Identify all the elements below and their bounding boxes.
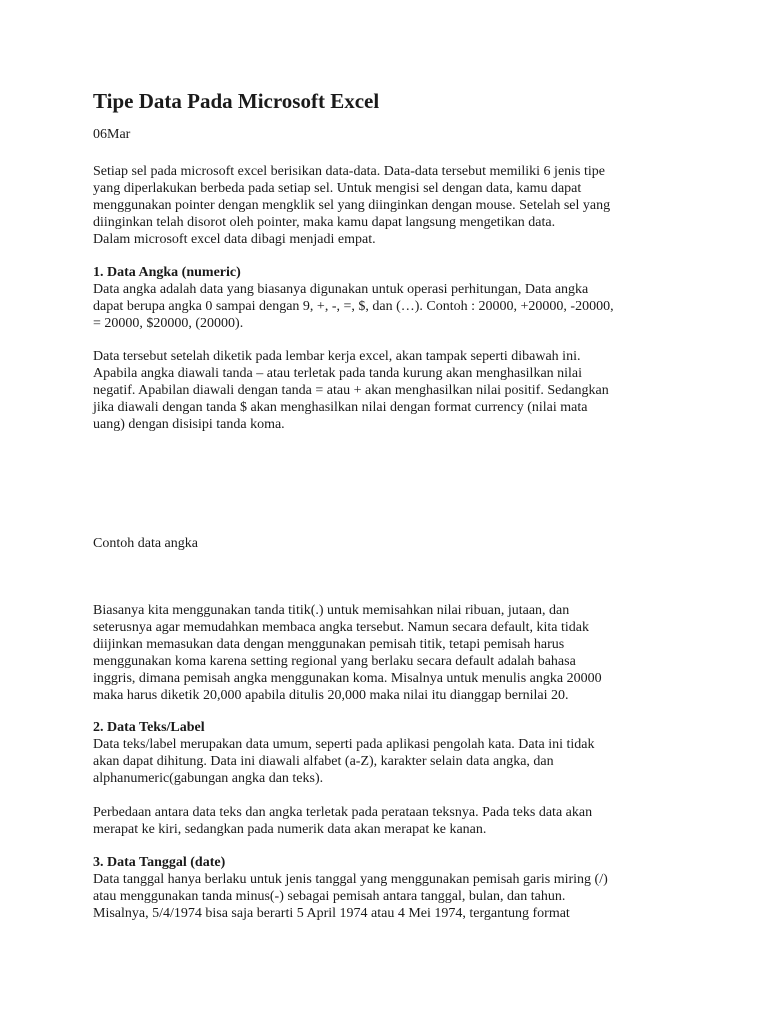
text-line: Biasanya kita menggunakan tanda titik(.) untuk memisahkan nilai ribuan, jutaan, dan	[93, 603, 570, 618]
section-heading: 1. Data Angka (numeric)	[93, 265, 241, 280]
text-line: Perbedaan antara data teks dan angka terletak pada perataan teksnya. Pada teks data akan	[93, 805, 593, 820]
text-line: merapat ke kiri, sedangkan pada numerik data akan merapat ke kanan.	[93, 822, 487, 837]
text-line: diinginkan telah disorot oleh pointer, maka kamu dapat langsung mengetikan data.	[93, 215, 556, 230]
section-1-paragraph-2	[93, 348, 693, 433]
example-caption-text: Contoh data angka	[93, 536, 198, 551]
example-caption	[93, 535, 693, 552]
text-line: maka harus diketik 20,000 apabila ditulis 20,000 maka nilai itu dianggap bernilai 20.	[93, 688, 569, 703]
text-line: Apabila angka diawali tanda – atau terletak pada tanda kurung akan menghasilkan nilai	[93, 366, 583, 381]
text-line: akan dapat dihitung. Data ini diawali alfabet (a-Z), karakter selain data angka, dan	[93, 754, 554, 769]
text-line: dapat berupa angka 0 sampai dengan 9, +, -, =, $, dan (…). Contoh : 20000, +20000, -20000,	[93, 299, 614, 314]
intro-paragraph	[93, 163, 693, 248]
text-line: atau menggunakan tanda minus(-) sebagai pemisah antara tanggal, bulan, dan tahun.	[93, 889, 566, 904]
text-line: Data angka adalah data yang biasanya digunakan untuk operasi perhitungan, Data angka	[93, 282, 589, 297]
text-line: Misalnya, 5/4/1974 bisa saja berarti 5 April 1974 atau 4 Mei 1974, tergantung format	[93, 906, 570, 921]
post-date-text: 06Mar	[93, 127, 131, 142]
text-line: inggris, dimana pemisah angka menggunakan koma. Misalnya untuk menulis angka 20000	[93, 671, 602, 686]
text-line: Data tersebut setelah diketik pada lembar kerja excel, akan tampak seperti dibawah ini.	[93, 349, 581, 364]
text-line: seterusnya agar memudahkan membaca angka tersebut. Namun secara default, kita tidak	[93, 620, 590, 635]
section-2-paragraph-2	[93, 804, 693, 838]
text-line: Setiap sel pada microsoft excel berisikan data-data. Data-data tersebut memiliki 6 jenis tipe	[93, 164, 605, 179]
text-line: yang diperlakukan berbeda pada setiap sel. Untuk mengisi sel dengan data, kamu dapat	[93, 181, 582, 196]
text-line: menggunakan koma karena setting regional yang berlaku secara default adalah bahasa	[93, 654, 576, 669]
section-heading: 2. Data Teks/Label	[93, 720, 205, 735]
text-line: alphanumeric(gabungan angka dan teks).	[93, 771, 324, 786]
text-line: menggunakan pointer dengan mengklik sel yang diinginkan dengan mouse. Setelah sel yang	[93, 198, 611, 213]
section-1-paragraph-3	[93, 602, 693, 704]
document-title: Tipe Data Pada Microsoft Excel	[93, 89, 380, 113]
text-line: Data teks/label merupakan data umum, seperti pada aplikasi pengolah kata. Data ini tidak	[93, 737, 595, 752]
text-line: Dalam microsoft excel data dibagi menjadi empat.	[93, 232, 376, 247]
section-1	[93, 264, 693, 332]
text-line: negatif. Apabilan diawali dengan tanda = atau + akan menghasilkan nilai positif. Sedangkan	[93, 383, 609, 398]
text-line: = 20000, $20000, (20000).	[93, 316, 244, 331]
section-heading: 3. Data Tanggal (date)	[93, 855, 226, 870]
text-line: Data tanggal hanya berlaku untuk jenis tanggal yang menggunakan pemisah garis miring (/)	[93, 872, 608, 887]
text-line: jika diawali dengan tanda $ akan menghasilkan nilai dengan format currency (nilai mata	[93, 400, 588, 415]
text-line: diijinkan memasukan data dengan menggunakan pemisah titik, tetapi pemisah harus	[93, 637, 565, 652]
text-line: uang) dengan disisipi tanda koma.	[93, 417, 285, 432]
section-2	[93, 719, 693, 787]
section-3	[93, 854, 693, 922]
post-date	[93, 126, 693, 143]
